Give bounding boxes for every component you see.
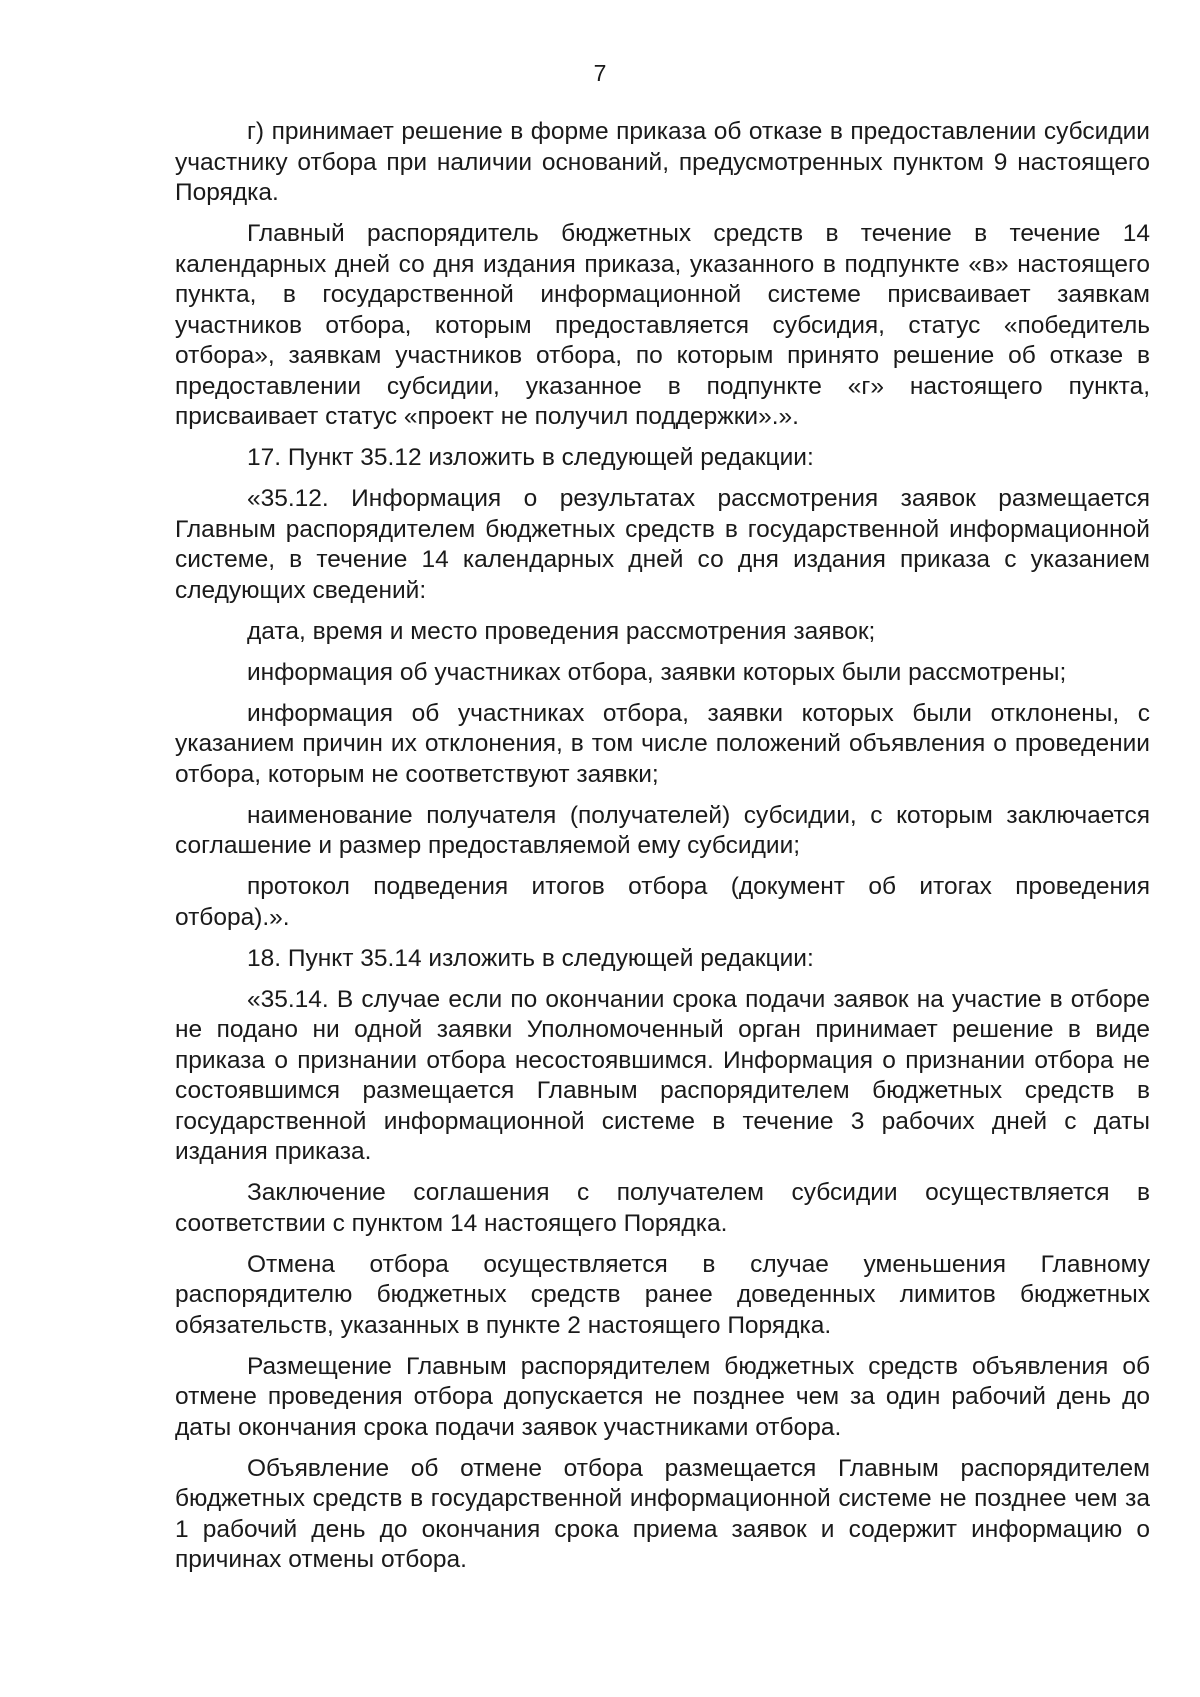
paragraph-35-14: «35.14. В случае если по окончании срока подачи заявок на участие в отборе не подано ни одной заявки Уполномоченный орган принимает решение в виде приказа о признании отбора несостоявшимся. Информация о признании отбора не состоявшимся размещается Главным распорядителем бюджетных средств в государственной информационной системе в течение 3 рабочих дней с даты издания приказа. [175, 985, 1150, 1165]
paragraph-protocol: протокол подведения итогов отбора (документ об итогах проведения отбора).». [175, 873, 1150, 931]
paragraph-recipient-name: наименование получателя (получателей) субсидии, с которым заключается соглашение и размер предоставляемой ему субсидии; [175, 801, 1150, 859]
paragraph-item-g: г) принимает решение в форме приказа об отказе в предоставлении субсидии участнику отбора при наличии оснований, предусмотренных пунктом 9 настоящего Порядка. [175, 118, 1150, 206]
paragraph-cancellation: Отмена отбора осуществляется в случае уменьшения Главному распорядителю бюджетных средств ранее доведенных лимитов бюджетных обязательств, указанных в пункте 2 настоящего Порядка. [175, 1250, 1150, 1339]
paragraph-cancellation-announcement: Размещение Главным распорядителем бюджетных средств объявления об отмене проведения отбора допускается не позднее чем за один рабочий день до даты окончания срока подачи заявок участниками отбора. [175, 1352, 1150, 1441]
paragraph-date-time-place: дата, время и место проведения рассмотрения заявок; [247, 617, 876, 645]
paragraph-point-18: 18. Пункт 35.14 изложить в следующей редакции: [247, 944, 814, 972]
paragraph-cancellation-publication: Объявление об отмене отбора размещается Главным распорядителем бюджетных средств в государственной информационной системе не позднее чем за 1 рабочий день до окончания срока приема заявок и содержит информацию о причинах отмены отбора. [175, 1454, 1150, 1573]
paragraph-35-12: «35.12. Информация о результатах рассмотрения заявок размещается Главным распорядителем бюджетных средств в государственной информационной системе, в течение 14 календарных дней со дня издания приказа с указанием следующих сведений: [175, 485, 1150, 604]
page-number: 7 [593, 60, 607, 86]
paragraph-rejected-participants: информация об участниках отбора, заявки которых были отклонены, с указанием причин их отклонения, в том числе положений объявления о проведении отбора, которым не соответствуют заявки; [175, 699, 1150, 788]
paragraph-considered-participants: информация об участниках отбора, заявки которых были рассмотрены; [247, 658, 1067, 686]
paragraph-agreement: Заключение соглашения с получателем субсидии осуществляется в соответствии с пунктом 14 настоящего Порядка. [175, 1179, 1150, 1237]
paragraph-winner-status: Главный распорядитель бюджетных средств в течение в течение 14 календарных дней со дня издания приказа, указанного в подпункте «в» настоящего пункта, в государственной информационной системе присваивает заявкам участников отбора, которым предоставляется субсидия, статус «победитель отбора», заявкам участников отбора, по которым принято решение об отказе в предоставлении субсидии, указанное в подпункте «г» настоящего пункта, присваивает статус «проект не получил поддержки».». [175, 220, 1150, 430]
document-body [175, 117, 1150, 1586]
paragraph-point-17: 17. Пункт 35.12 изложить в следующей редакции: [247, 444, 814, 471]
